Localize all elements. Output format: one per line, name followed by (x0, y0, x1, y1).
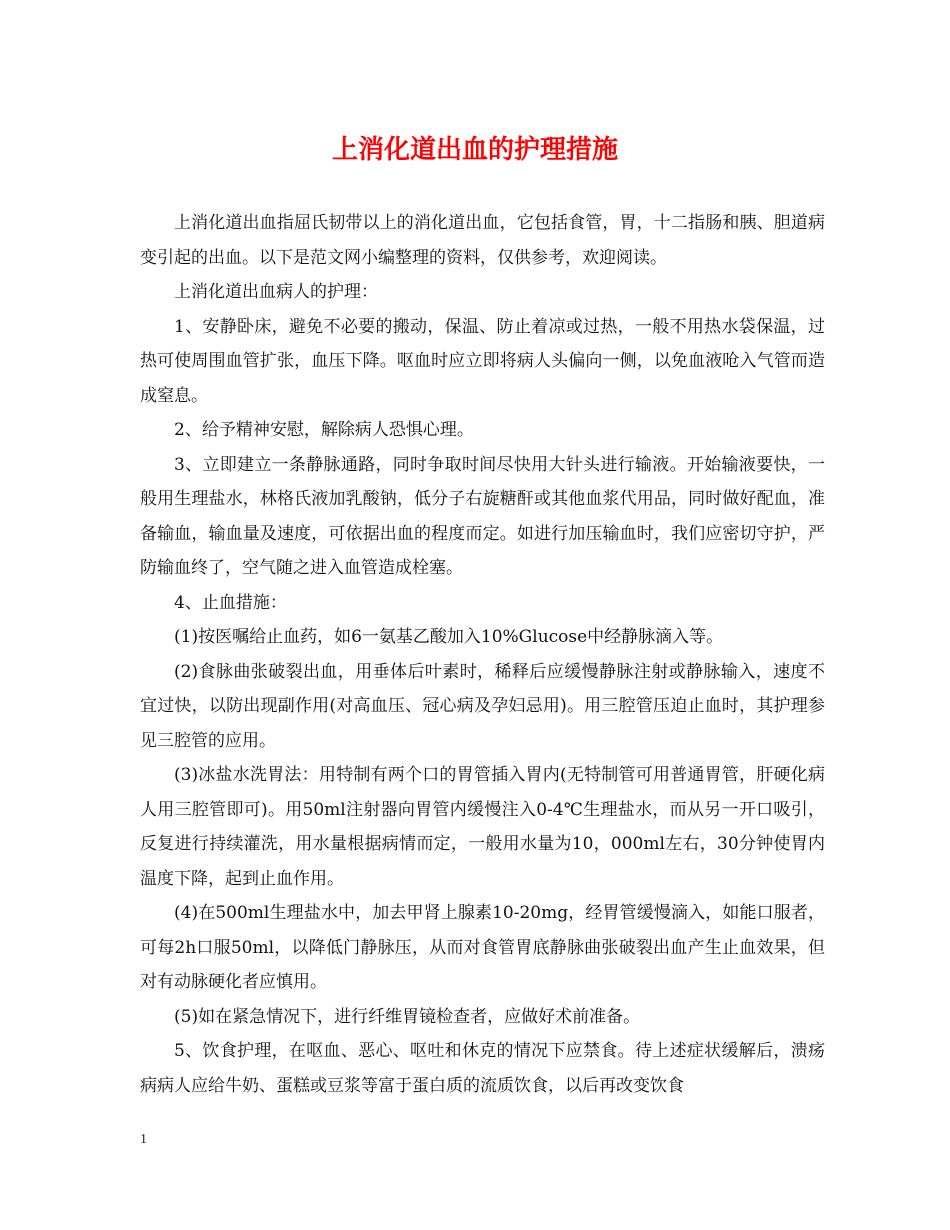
paragraph-item-4: 4、止血措施： (174, 592, 287, 613)
paragraph-intro: 上消化道出血指屈氏韧带以上的消化道出血，它包括食管，胃，十二指肠和胰、胆道病变引起的出血。以下是范文网小编整理的资料，仅供参考，欢迎阅读。 (140, 213, 825, 268)
paragraph-sub-4: (4)在500ml生理盐水中，加去甲肾上腺素10-20mg，经胃管缓慢滴入，如能口服者，可每2h口服50ml，以降低门静脉压，从而对食管胃底静脉曲张破裂出血产生止血效果，但对有动脉硬化者应慎用。 (140, 903, 825, 992)
paragraph-item-5: 5、饮食护理，在呕血、恶心、呕吐和休克的情况下应禁食。待上述症状缓解后，溃疡病病人应给牛奶、蛋糕或豆浆等富于蛋白质的流质饮食，以后再改变饮食 (140, 1041, 825, 1096)
paragraph-item-2: 2、给予精神安慰，解除病人恐惧心理。 (174, 420, 474, 440)
page-number: 1 (140, 1132, 147, 1147)
paragraph-sub-3: (3)冰盐水洗胃法：用特制有两个口的胃管插入胃内(无特制管可用普通胃管，肝硬化病人用三腔管即可)。用50ml注射器向胃管内缓慢注入0-4℃生理盐水，而从另一开口吸引，反复进行持续灌洗，用水量根据病情而定，一般用水量为10，000ml左右，30分钟使胃内温度下降，起到止血作用。 (140, 765, 825, 889)
paragraph-care-heading: 上消化道出血病人的护理： (174, 282, 378, 302)
paragraph-sub-1: (1)按医嘱给止血药，如6一氨基乙酸加入10%Glucose中经静脉滴入等。 (174, 627, 724, 647)
page-title: 上消化道出血的护理措施 (331, 135, 618, 165)
document-body (140, 206, 825, 1103)
paragraph-sub-5: (5)如在紧急情况下，进行纤维胃镜检查者，应做好术前准备。 (174, 1006, 641, 1027)
paragraph-item-1: 1、安静卧床，避免不必要的搬动，保温、防止着凉或过热，一般不用热水袋保温，过热可使周围血管扩张，血压下降。呕血时应立即将病人头偏向一侧，以免血液呛入气管而造成窒息。 (140, 316, 825, 406)
paragraph-item-3: 3、立即建立一条静脉通路，同时争取时间尽快用大针头进行输液。开始输液要快，一般用生理盐水，林格氏液加乳酸钠，低分子右旋糖酐或其他血浆代用品，同时做好配血，准备输血，输血量及速度，可依据出血的程度而定。如进行加压输血时，我们应密切守护，严防输血终了，空气随之进入血管造成栓塞。 (140, 454, 825, 578)
paragraph-sub-2: (2)食脉曲张破裂出血，用垂体后叶素时，稀释后应缓慢静脉注射或静脉输入，速度不宜过快，以防出现副作用(对高血压、冠心病及孕妇忌用)。用三腔管压迫止血时，其护理参见三腔管的应用。 (140, 661, 825, 751)
